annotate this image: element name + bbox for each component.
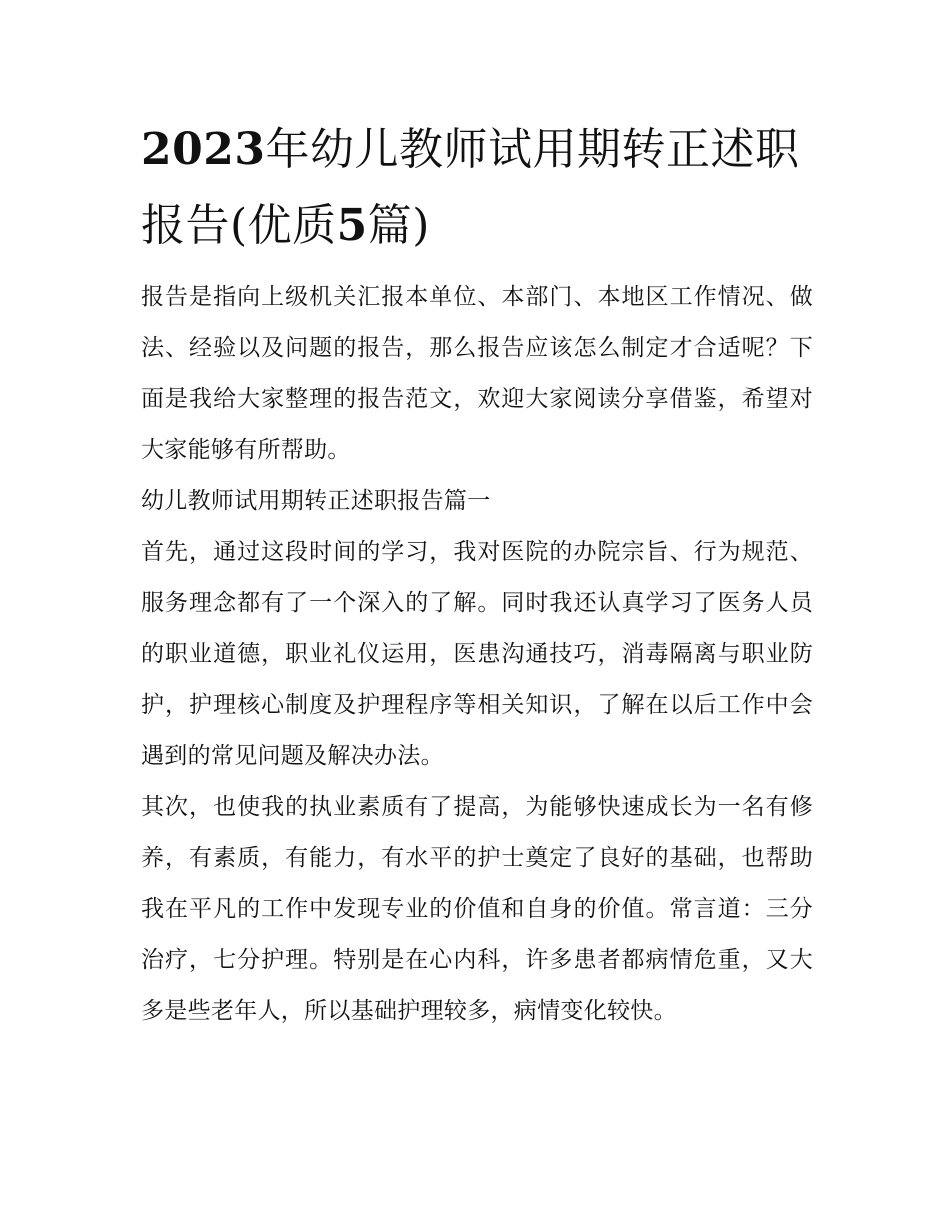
- body-paragraph-1: 首先，通过这段时间的学习，我对医院的办院宗旨、行为规范、服务理念都有了一个深入的了解。同时我还认真学习了医务人员的职业道德，职业礼仪运用，医患沟通技巧，消毒隔离与职业防护，护理核心制度及护理程序等相关知识，了解在以后工作中会遇到的常见问题及解决办法。: [141, 539, 813, 769]
- body-paragraph-2: 其次，也使我的执业素质有了提高，为能够快速成长为一名有修养，有素质，有能力，有水平的护士奠定了良好的基础，也帮助我在平凡的工作中发现专业的价值和自身的价值。常言道：三分治疗，七分护理。特别是在心内科，许多患者都病情危重，又大多是些老年人，所以基础护理较多，病情变化较快。: [141, 794, 813, 1024]
- document-page: [141, 112, 813, 1037]
- document-title: 2023年幼儿教师试用期转正述职报告(优质5篇): [141, 124, 800, 251]
- intro-paragraph: 报告是指向上级机关汇报本单位、本部门、本地区工作情况、做法、经验以及问题的报告，那么报告应该怎么制定才合适呢？下面是我给大家整理的报告范文，欢迎大家阅读分享借鉴，希望对大家能够有所帮助。: [141, 284, 813, 463]
- section-heading: 幼儿教师试用期转正述职报告篇一: [141, 488, 491, 514]
